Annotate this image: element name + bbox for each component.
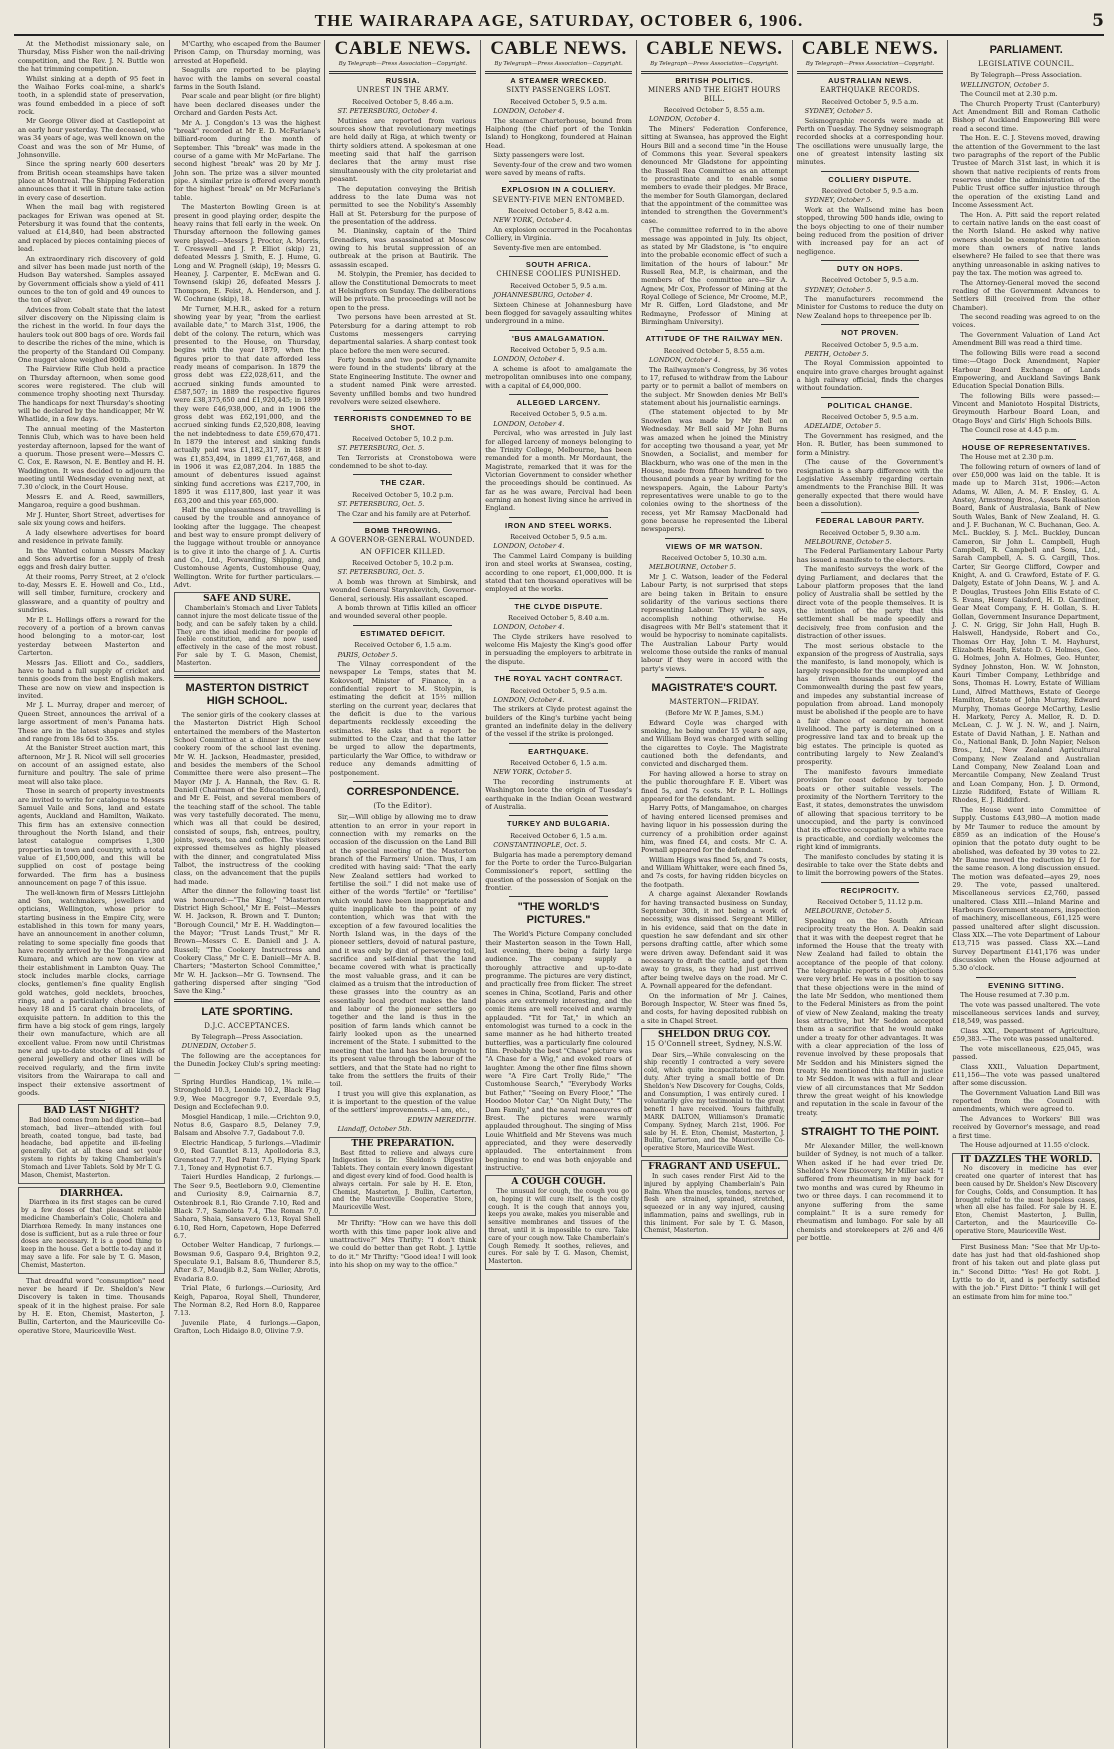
divider (509, 670, 608, 671)
divider (665, 538, 764, 539)
paragraph: Sixty passengers were lost. (493, 151, 585, 160)
section-subheading: D.J.C. ACCEPTANCES. (204, 1021, 290, 1030)
dateline: SYDNEY, October 5. (804, 285, 873, 294)
divider (509, 598, 608, 599)
paragraph: A charge against Alexander Rowlands for having transacted business on Sunday, September 30th, it not being a work of necessity, was dismissed. Sergeant Miller, in his evidence, said that on the date in question he saw defendant and six other persons drafting cattle, after which some were driven away. Defendant said it was necessary to draft the cattle, and get them away to grass, as they had just arrived after being twelve days on the road. Mr C. A. Pownall appeared for the defendant. (640, 890, 788, 991)
court-before: (Before Mr W. P. James, S.M.) (665, 709, 764, 718)
paragraph: I trust you will give this explanation, as it is important to the question of the value of the settlers' improvements.—I am, etc., (329, 1089, 477, 1115)
paragraph: Ten Terrorists at Cronstobowa were condemned to be shot to-day. (329, 453, 477, 471)
divider (509, 896, 608, 897)
paragraph: Messrs E. and A. Reed, sawmillers, Mangaroa, require a good bushman. (18, 492, 165, 510)
section-heading: BOMB THROWING. (364, 526, 441, 535)
dateline: LONDON, October 4. (648, 356, 721, 365)
paragraph: A bomb was thrown at Simbirsk, and wounded General Starynkevitch, Governor-General, seriously. His assailant escaped. (329, 577, 477, 603)
divider (821, 260, 920, 261)
paragraph: Forty bombs and two pods of dynamite were found in the students' library at the State Engineering Institute. The owner and a student named Pink were arrested. Seventy unfilled bombs and two hundred revolvers were seized elsewhere. (329, 356, 477, 406)
paragraph: Work at the Wallsend mine has been stopped, throwing 500 hands idle, owing to the boys objecting to one of their number being reduced from the position of driver with increased pay for an act of negligence. (796, 205, 944, 256)
advertisement (485, 1175, 632, 1270)
ad-heading: A COUGH COUGH. (511, 1177, 606, 1188)
paragraph: The Federal Parliamentary Labour Party has issued a manifesto to the electors. (796, 547, 944, 564)
paragraph: The Hon. E. C. J. Stevens moved, drawing the attention of the Government to the last two paragraphs of the report of the Public Trustee of March 31st last, in which it is shown that native recipients of rents from reserves under the administration of the Public Trust office suffer injustice through the operation of the existing Land and Income Assessment Act. (952, 134, 1100, 210)
paragraph: The following are the acceptances for the Dunedin Jockey Club's spring meeting:— (173, 1051, 321, 1077)
paragraph: The manifesto surveys the work of the dying Parliament, and declares that the Labour platform proposes that the land policy of Australia shall be settled by the direct vote of the people themselves. It is the intention of the party that this settlement shall be made speedily and decisively, free from confusion and the distraction of other issues. (796, 565, 944, 641)
section-subheading: SEVENTY-FIVE MEN ENTOMBED. (492, 195, 625, 204)
divider (821, 512, 920, 513)
paragraph: Percival, who was arrested in July last for alleged larceny of moneys belonging to the Trinity College, Melbourne, has been remanded for a month. Mr Mordaunt, the Magistrate, remarked that it was for the Victorian Government to consider whether the proceedings should be continued. As far as he was aware, Percival had been earning an honest living since he arrived in England. (485, 429, 632, 513)
paragraph: Those in search of property investments are invited to write for catalogue to Messrs Samuel Vaile and Sons, land and estate agents, Auckland and Hamilton, Waikato. This firm has an extensive connection throughout the North Island, and their latest catalogue comprises 1,300 properties in town and country, with a total value of £1,500,000, and this will be supplied on cost of postage being forwarded. The firm has a business announcement on page 7 of this issue. (18, 787, 165, 888)
dateline: LONDON, October 4. (493, 695, 565, 704)
dateline: LONDON, October 4. (493, 542, 565, 551)
paragraph: Juvenile Plate, 4 furlongs.—Gapon, Grafton, Loch Hidaigo 8.0, Olivine 7.9. (173, 1318, 321, 1336)
received-line: Received October 5, 9.5 a.m. (510, 686, 608, 695)
paragraph: Mr Turner, M.H.R., asked for a return showing year by year, "from the earliest available date," to March 31st, 1906, the debt of the colony. The return, which was presented to the House, on Thursday, begins with the year 1879, when the figures prior to that date afforded less ready means of comparison. In 1879 the gross debt was £22,028,611, and the accrued sinking funds amounted to £587,507; in 1889 the respective figures were £38,375,650 and £1,920,445; in 1899 they were £46,938,000, and in 1906 the gross debt was £62,191,000, and the accrued sinking funds £2,520,808, leaving the net indebtedness to date £59,670,471. In 1879 the interest and sinking funds actually paid was £1,182,317, in 1889 it was £1,853,494, in 1899 £1,767,468, and in 1906 it was £2,087,204. In 1885 the amount of debentures issued against sinking fund accretions was £217,700, in 1895 it was £117,800, last year it was £63,200 and this year £65,000. (173, 304, 321, 505)
section-heading: THE CZAR. (380, 478, 426, 488)
ad-heading: IT DAZZLES THE WORLD. (960, 1154, 1093, 1165)
column-5 (637, 40, 793, 1748)
paragraph: Two persons have been arrested at St. Petersburg for a daring attempt to rob Customs messengers carrying departmental salaries. A sharp contest took place before the men were secured. (329, 313, 477, 355)
received-line: Received October 5, 9.5 a.m. (510, 346, 608, 355)
paragraph: The strikers at Clyde protest against the builders of the King's turbine yacht being granted an indefinite delay in the delivery of the vessel if the strike is prolonged. (485, 705, 632, 739)
divider (821, 324, 920, 325)
divider (509, 815, 608, 816)
received-line: Received October 5, 9.30 a.m. (819, 528, 921, 537)
ad-heading: DIARRHŒA. (59, 1188, 123, 1199)
paragraph: The Church Property Trust (Canterbury) Act Amendment Bill and Roman Catholic Bishop of Auckland Empowering Bill were read a second time. (952, 99, 1100, 133)
section-title: LATE SPORTING. (201, 1005, 293, 1018)
paragraph: The Hon. A. Pitt said the report related to certain native lands on the east coast of the North Island. He asked why native owners should be exempted from taxation more than owners of native lands elsewhere? He failed to see that there was anything unreasonable in asking natives to pay the tax. The motion was agreed to. (952, 210, 1100, 277)
paragraph: Since the spring nearly 600 deserters from British ocean steamships have taken place at Montreal. The Shipping Federation announces that it will in future take action in every case of desertion. (18, 160, 165, 202)
section-subheading: (To the Editor). (373, 801, 433, 810)
paragraph: Mr George Oliver died at Castlepoint at an early hour yesterday. The deceased, who was 34 years of age, was well known on the Coast and was the son of Mr Hume, of Johnsonville. (18, 117, 165, 159)
paragraph: The Vilnay correspondent of the newspaper Le Temps, states that M. Kokovsoff, Minister of Finance, in a confidential report to M. Stolypin, is estimating the deficit at 15½ million sterling on the current year, declares that the deficit is due to the various departments recklessly exceeding the estimates. He asks that a report be submitted to the Czar, and that the latter be urged to allow the departments, particularly the War Office, to withdraw or reduce any demands admitting of postponement. (329, 660, 477, 777)
divider (821, 397, 920, 398)
section-heading: AUSTRALIAN NEWS. (828, 76, 912, 85)
paragraph: An explosion occurred in the Pocahontas Colliery, in Virginia. (485, 225, 632, 243)
received-line: Received October 5, 9.5 a.m. (821, 276, 919, 285)
paragraph: M. Stolypin, the Premier, has decided to allow the Constitutional Democrats to meet at Helsingfors on Sunday. The deliberations will be private. The proceedings will not be open to the press. (329, 270, 477, 312)
section-subheading: MASTERTON—FRIDAY. (669, 697, 760, 706)
column-4 (481, 40, 637, 1748)
dateline: CONSTANTINOPLE, Oct. 5. (493, 841, 587, 850)
section-heading: EVENING SITTING. (988, 980, 1065, 990)
paragraph: In the Wanted column Messrs Mackay and Sons advertise for a supply of fresh eggs and fresh dairy butter. (18, 546, 165, 572)
paragraph: Harry Potts, of Mangamahoe, on charges of having entered licensed premises and having liquor in his possession during the currency of a prohibition order against him, was fined £4, and costs. Mr C. A. Pownall appeared for the defendant. (640, 804, 788, 855)
paragraph: The recording instruments at Washington locate the origin of Tuesday's earthquake in the Indian Ocean westward of Australia. (485, 777, 632, 811)
section-heading: RECIPROCITY. (840, 885, 900, 895)
divider (821, 882, 920, 883)
ad-heading: SAFE AND SURE. (203, 594, 292, 605)
paragraph: At the Methodist missionary sale, on Thursday, Miss Fisher won the nail-driving competition, and the Rev. J. N. Buttle won the hat trimming competition. (18, 40, 165, 74)
paragraph: Bulgaria has made a peremptory demand for the Porte to order the Turco-Bulgarian Commissioner's report, settling the question of the possession of Sonjak on the frontier. (485, 850, 632, 892)
section-title: MASTERTON DISTRICT HIGH SCHOOL. (185, 681, 309, 707)
ad-heading: SHELDON DRUG COY. (658, 1029, 771, 1040)
paragraph: The Czar and his family are at Peterhof. (337, 509, 471, 518)
section-heading: NOT PROVEN. (841, 328, 899, 338)
paragraph: (The cause of the Government's resignation is a sharp difference with the Legislative Assembly regarding certain amendments to the Franchise Bill. It was generally expected that there would have been a dissolution). (796, 458, 944, 508)
ad-text: No discovery in medicine has ever created one quarter of interest that has been caused by Dr. Sheldon's New Discovery for Coughs, Colds, and Consumption. It has brought relief to the most hopeless cases, when all else has failed. For sale by H. E. Eton, Chemist Masterton, J. Bullin, Carterton, and the Mauriceville Co-operative Store, Mauriceville West. (955, 1165, 1097, 1235)
paragraph: Mutinies are reported from various sources show that revolutionary meetings are held daily at Riga, at which twenty or thirty soldiers attend. A spokesman at one meeting said that half the garrison declares that the army must rise simultaneously with the city proletariat and peasant. (329, 116, 477, 183)
paragraph: The Cammel Laird Company is building iron and steel works at Swansea, costing, according to one report, £1,000,000. It is stated that ten thousand operatives will be employed at the works. (485, 551, 632, 594)
paragraph: The well-known firm of Messrs Littlejohn and Son, watchmakers, jewellers and opticians, Wellington, whose prior to starting business in the Empire City, were established in this town for many years, have an announcement in another column, relating to some specially fine goods that have recently arrived by the Tongariro and Kumara, and which are now on view at their establishment in Lambton Quay. The stock includes marble clocks, carriage clocks, gentlemen's fine quality English gold watches, gold necklets, brooches, rings, and a particularly choice line of heavy 18 and 15 carat chain bracelets, of exquisite pattern. In addition to this the firm have a big stock of gem rings, largely their own manufacture, which are all excellent value. From now until Christmas new and up-to-date stocks of all kinds of general jewellery and other lines will be received regularly, and the firm invite visitors from the Wairarapa to call and inspect their extensive assortment of goods. (18, 888, 165, 1097)
dateline: WELLINGTON, October 5. (960, 80, 1050, 89)
paragraph: The House resumed at 7.30 p.m. (960, 991, 1070, 1000)
byline: By Telegraph—Press Association—Copyright. (805, 61, 935, 67)
section-subheading: AN OFFICER KILLED. (360, 547, 446, 556)
paragraph: Sixteen Chinese at Johannesburg have been flogged for savagely assaulting whites underground in a mine. (485, 300, 632, 326)
dateline: MELBOURNE, October 5. (648, 563, 736, 572)
paragraph: That dreadful word "consumption" need never be heard if Dr. Sheldon's New Discovery is taken in time. Thousands speak of it in the highest praise. For sale by H. E. Eton, Chemist, Masterton, J. Bullin, Carterton, and the Mauriceville Co-operative Store, Mauriceville West. (18, 1276, 165, 1335)
advertisement (18, 1187, 165, 1274)
paragraph: First Business Man: "See that Mr Up-to-date has just had that old-fashioned shop front of his taken out and plate glass put in." Second Ditto: "Yes! He got Robt. J. Lyttle to do it, and is perfectly satisfied with the job." First Ditto: "I think I will get an estimate from him for mine too." (952, 1242, 1100, 1301)
dateline: MELBOURNE, October 5. (804, 907, 892, 916)
paragraph: (The statement objected to by Mr Snowden was made by Mr Bell on Wednesday. Mr Bell said Mr John Burns was amazed when he joined the Ministry for accepting two thousand a year, yet Mr Snowden, a Socialist, and member for Blackburn, who was one of the men in the House, made from fifteen hundred to two thousand pounds a year by writing for the newspapers. Again, the Labour Party's representatives were unable to go to the colonies owing to the shortness of the recess, yet Mr Ramsay MacDonald had gone because he represented the Liberal newspapers). (640, 408, 788, 534)
dateline: ST. PETERSBURG, Oct. 5. (337, 500, 425, 509)
column-3 (325, 40, 481, 1748)
section-heading: THE ROYAL YACHT CONTRACT. (494, 674, 623, 684)
section-subheading: A GOVERNOR-GENERAL WOUNDED. (330, 536, 475, 545)
section-heading: ATTITUDE OF THE RAILWAY MEN. (645, 334, 783, 344)
paragraph: The Government Valuation of Land Act Amendment Bill was read a third time. (952, 330, 1100, 348)
section-title: STRAIGHT TO THE POINT. (801, 1126, 939, 1139)
paragraph: The annual meeting of the Masterton Tennis Club, which was to have been held yesterday afternoon, lapsed for the want of a quorum. Those present were—Messrs C. C. Cox, E. Rawson, N. E. Bentley and H. H. Waddington. It was decided to adjourn the meeting until Wednesday evening next, at 7.30 o'clock, in the Court House. (18, 424, 165, 492)
paragraph: The House met at 2.30 p.m. (960, 453, 1054, 461)
section-subheading: EARTHQUAKE RECORDS. (820, 86, 921, 95)
received-line: Received October 5, 9.5 a.m. (510, 532, 608, 541)
dateline: MELBOURNE, October 5. (804, 537, 892, 546)
paragraph: The House went into Committee of Supply. Customs £43,980—A motion made by Mr Taumer to reduce the amount by £859 as an indication of the House's opinion that the potato duty ought to be abolished, was defeated by 39 votes to 22. Mr Baume moved the reduction by £1 for the same reason. A long discussion ensued. The motion was defeated—ayes 29, noes 29. The vote, passed unaltered. Miscellaneous services £2,760, passed unaltered. Class XIII.—Inland Marine and Harbours Government steamers, inspection of machinery, miscellaneous, £61,125 were passed unaltered after slight discussion. Class XIX.—The vote Department of Labour £13,715 was passed. Class XX.—Land Survey Department £141,176 was under discussion when the House adjourned at 5.30 o'clock. (952, 805, 1100, 973)
paragraph: The Council met at 2.30 p.m. (960, 90, 1058, 99)
paragraph: On the information of Mr J. Caines, Borough Inspector, W. Steer was fined 5s, and costs, for having deposited rubbish on a site in Chapel Street. (640, 991, 788, 1025)
dateline: ST. PETERSBURG, Oct. 5. (337, 568, 425, 577)
received-line: Received October 5, 9.5 a.m. (510, 97, 608, 106)
paragraph: Edward Coyle was charged with smoking, he being under 15 years of age, and William Boyd was charged with selling the cigarettes to Coyle. The Magistrate cautioned both the defendants, and convicted and discharged them. (640, 718, 788, 769)
paragraph: The Council rose at 4.45 p.m. (960, 426, 1060, 435)
divider (509, 330, 608, 331)
signature: EDWIN MEREDITH. (407, 1115, 477, 1124)
byline: By Telegraph—Press Association—Copyright. (650, 61, 779, 67)
paragraph: The following return of owners of land of over £50,000 was laid on the table. It is made up to March 31st, 1906:—Acton Adams, W. Allen, A. M. F. Ensley, G. A. Anstey, Armstrong Bros., Assets Realisation Board, Bank of Australasia, Bank of New South Wales, Bank of New Zealand, H. G. and J. F. Buchanan, W. C. Buchanan, Geo. A. McL. Buckley, S. J. McL. Buckley, Duncan Cameron, Sir John L. Campbell, Hugh Campbell, R. Campbell and Sons, Ltd., Sarah Campbell, A. S. G. Cargill, Thos. Carter, Sir George Clifford, Cowper and Knight, A. and G. Crawford, Estate of F. G. Dalgety, Estate of John Deans, W. J. and A. P. Douglas, Trustees John Ellis Estate of C. S. Evans, Henry Gaisford, H. D. Gardiner, Gear Meat Company, F. H. Gollan, S. H. Gollan, Government Insurance Department, J. C. N. Grigg, Sir John Hall, Hugh B. Halswell, Handyside, Robert and Co., Thomas Orr Hay, John T. M. Hayhurst, Elizabeth Heath, Estate D. G. Holmes, Geo. G. Holmes, John A. Holmes, Geo. Hunter, Sydney Johnston, Hon. W. W. Johnston, Kauri Timber Company, Lethbridge and Sons, Thomas H. Lowry, Estate of William Lund, Alfred Matthews, Estate of George Hamilton, Estate of John Murray, Edward Murphy, Thomas George McCarthy, Leslie H. Markety, Percy A. Mellor, R. D. D. McLean, C. J. W. J. N. W., and J. Nairn, Estate of David Nathan, J. E. Nathan and Co., National Bank, D. John Napier, Nelson Bros., Ltd., New Zealand Agricultural Company, New Zealand and Australian Land Company, New Zealand Loan and Mercantile Company, New Zealand Trust and Loan Company, Hon. J. D. Ormond, Lizzie Riddiford, Estate of William R. Rhodes, E. J. Riddiford. (952, 462, 1100, 805)
paragraph: Mr Thrifty: "How can we have this doll worth with this time paper look alive and unattractive?" Mrs Thrifty: "I don't think we could do better than get Robt. J. Lyttle to do it." Mr Thrifty: "Good idea! I will look into his shop on my way to the office." (329, 1219, 477, 1269)
dateline: LONDON, October 4. (493, 623, 565, 632)
ad-subheading: 15 O'Connell street, Sydney, N.S.W. (646, 1039, 783, 1048)
divider (353, 474, 452, 475)
section-heading: COLLIERY DISPUTE. (828, 174, 912, 184)
paragraph: The most serious obstacle to the expansion of the progress of Australia, says the manifesto, is land monopoly, which is largely responsible for the unemployed and has driven thousands out of the Commonwealth during the past few years, and impedes any substantial increase of population from abroad. Land monopoly must be abolished if the people are to have a fair chance of earning an honest livelihood. The party is determined on a progressive land tax and to break up the big estates. The principle is quoted as contributing largely to New Zealand's prosperity. (796, 641, 944, 767)
paragraph: The senior girls of the cookery classes at the Masterton District High School entertained the members of the Masterton School Committee at a dinner in the new cookery room of the school last evening. Mr W. H. Jackson, Headmaster, presided, and besides the members of the School Committee there were also present—The Mayor (Mr J. A. Hannah, the Rev. G. R. Daniell (Chairman of the Education Board), and Mr E. Feist, and several members of the teaching staff of the school. The table was very tastefully decorated. The menu, which was all that could be desired, consisted of soups, fish, entrees, poultry, joints, sweets, tea and coffee. The visitors expressed themselves as highly pleased with the dinner, and congratulated Miss Talbot, the instructress of the cooking class, on the advancement that the pupils had made. (173, 710, 321, 886)
cable-news-heading: CABLE NEWS. (646, 40, 783, 59)
section-subheading: LEGISLATIVE COUNCIL. (978, 60, 1075, 68)
paragraph: Mr A. J. Congdon's 13 was the highest "break" recorded at Mr E. D. McFarlane's billiard-room during the month of September. This "break" was made in the course of a game with Mr McFarlane. The second highest "break" was 20 by Mr J. John son. The prize was a silver mounted pipe. A similar prize is offered every month for the highest "break" on Mr McFarlane's table. (173, 118, 321, 202)
ad-text: Dear Sirs,—While convalescing on the ship recently I contracted a very severe cold, which quite incapacitated me from duty. After trying a small bottle of Dr. Sheldon's New Discovery for Coughs, Colds, and Consumption, I was entirely cured. I voluntarily give my testimonial to the great benefit I have received. Yours faithfully, MARK DALTON, Williamson's Dramatic Company. Sydney, March 21st, 1906. For sale by H. E. Eton, Chemist, Masterton, J. Bullin, Carterton, and the Mauriceville Co-operative Store, Mauriceville West. (643, 1051, 785, 1153)
columns (14, 40, 1104, 1748)
dateline: NEW YORK, October 5. (493, 768, 572, 777)
paragraph: Messrs Jas. Elliott and Co., saddlers, have to hand a full supply of cricket and tennis goods from the best English makers. These are now on view and inspection is invited. (18, 658, 165, 700)
byline: By Telegraph—Press Association. (191, 1033, 303, 1042)
ad-text: Diarrhœa in its first stages can be cured by a few doses of that pleasant reliable medicine Chamberlain's Colic, Cholera and Diarrhœa Remedy. In many instances one dose is sufficient, but as a rule three or four doses are necessary. It is a good thing to keep in the house. Get a bottle to-day and it may save a life. For sale by T. G. Mason, Chemist, Masterton. (21, 1199, 162, 1269)
dateline: LONDON, October 4. (493, 355, 565, 364)
paragraph: (The committee referred to in the above message was appointed in July. Its object, as stated by Mr Gladstone, is "to enquire into the probable economic effect of such a limitation of the hours of labour." Mr Russell Rea, M.P., is chairman, and the members of the committee are—Sir A. Agnew, Mr Cox, Professor of Mining at the Royal College of Science, Mr Croome, M.P., Mr R. Giffen, Lord Gladstone, and Mr Redmayne, Professor of Mining at Birmingham University). (640, 226, 788, 326)
cable-news-heading: CABLE NEWS. (334, 40, 472, 59)
section-title: "THE WORLD'S PICTURES." (517, 901, 600, 927)
section-heading: ALLEGED LARCENY. (516, 397, 601, 407)
section-heading: SOUTH AFRICA. (525, 260, 592, 270)
section-heading: A STEAMER WRECKED. (510, 76, 607, 85)
dateline: ST. PETERSBURG, Oct. 5. (337, 444, 425, 453)
paragraph: Advices from Cobalt state that the latest silver discovery on the Nipissing claim is the richest in the world. In four days the haulers took out 800 bags of ore. Words fail to describe the riches of the mine, which is the property of the Standard Oil Company. One nugget alone weighed 800lb. (18, 305, 165, 364)
dateline: PERTH, October 5. (804, 349, 869, 358)
dateline: ADELAIDE, October 5. (804, 422, 881, 431)
ad-text: Best fitted to relieve and always cure Indigestion is Dr. Sheldon's Digestive Tablets. They contain every known digestant and digest every kind of food. Good health is always certain. For sale by H. E. Eton, Chemist, Masterton, J. Bullin, Carterton, and the Mauriceville Cooperative Store, Mauriceville West. (332, 1149, 474, 1212)
paragraph: Class XXII., Valuation Department, £11,156—The vote was passed unaltered after some discussion. (952, 1062, 1100, 1088)
paragraph: Taieri Hurdles Handicap, 2 furlongs.—The Seer 9.5, Beetleborn 9.0, Clementine and Curiosity 8.9, Cairnarnia 8.7, Ostenbroek 8.1, Rio Grande 7.10, Red and Black 7.7, Samoleta 7.4, The Roman 7.0, Sahara, Shaia, Sansavero 6.13, Royal Shell 6.10, Red Horn, Capetown, Hope Deferred 6.7. (173, 1173, 321, 1240)
received-line: Received October 5, 9.5 a.m. (821, 97, 919, 106)
paragraph: The Clyde strikers have resolved to welcome His Majesty the King's good offer in persuading the employers to arbitrate in the dispute. (485, 632, 632, 666)
received-line: Received October 5, 9.5 a.m. (821, 186, 919, 195)
cable-news-heading: CABLE NEWS. (801, 40, 939, 59)
dateline: JOHANNESBURG, October 4. (493, 291, 593, 300)
paragraph: Mr J. Hunter, Short Street, advertises for sale six young cows and heifers. (18, 510, 165, 528)
ad-text: The unusual for cough, the cough you go on, hoping it will cure itself, is the costly cough. It is the cough that annoys you, keeps you awake, makes you miserable and sensitive membranes and tissues of the throat, until it is impossible to cure. Take care of your cough now. Take Chamberlain's Cough Remedy. It soothes, relieves, and cures. For sale by T. G. Mason, Chemist, Masterton. (488, 1188, 629, 1266)
paragraph: The House adjourned at 11.55 o'clock. (960, 1141, 1090, 1150)
section-heading: FEDERAL LABOUR PARTY. (815, 516, 925, 526)
paragraph: The manifesto concludes by stating it is desirable to take over the State debts and to limit the borrowing powers of the States. (796, 852, 944, 878)
received-line: Received October 5, 10.2 p.m. (352, 490, 454, 499)
received-line: Received October 5, 8.46 a.m. (352, 97, 454, 106)
paragraph: Mr P. L. Hollings offers a reward for the recovery of a portion of a brown canvas hood belonging to a motor-car, lost yesterday between Masterton and Carterton. (18, 615, 165, 658)
section-subheading: SIXTY PASSENGERS LOST. (506, 86, 611, 95)
cable-news-heading: CABLE NEWS. (490, 40, 627, 59)
dateline: SYDNEY, October 5. (804, 196, 873, 205)
received-line: Received October 5, 9.5 a.m. (821, 413, 919, 422)
dateline: LONDON, October 4. (493, 419, 565, 428)
paragraph: Sir,—Will oblige by allowing me to draw attention to an error in your report in connection with my remarks on the occasion of the discussion on the Land Bill at the special meeting of the Masterton branch of the Farmers' Union. Thus, I am credited with having said: "That the early New Zealand settlers had worked to fertilise the soil." I did not make use of either of the words "fertile" or "fertilise" which would have been inappropriate and quite inapplicable to the point of my contention, which was that with the exception of a few favoured localities the North Island was, in the days of the pioneer settlers, devoid of natural pasture, and it was only by dint of persevering toil, sacrifice and self-denial that the land became covered with what is practically the most valuable grass, and it can be claimed as a truism that the introduction of these grasses into the country as an essentially local product makes the land and labour of the pioneer settlers go together and the land is thus in the position of farm lands which cannot be fairly looked upon as the unearned increment of the State. I submitted to the meeting that the land has been brought to its present value through the labour of the settlers, and that the State had no right to take from the settlers the fruits of their toil. (329, 813, 477, 1089)
paragraph: At the Banister Street auction mart, this afternoon, Mr J. R. Nicol will sell groceries on account of an assigned estate, also furniture and poultry. The sale of prime meat will also take place. (18, 744, 165, 786)
byline: By Telegraph—Press Association. (970, 71, 1082, 80)
paragraph: Mr J. L. Murray, draper and mercer, of Queen Street, announces the arrival of a large assortment of men's Panama hats. These are in the latest shapes and styles and range from 18s 6d to 35s. (18, 701, 165, 743)
paragraph: The following Bills were read a second time:—Otago Dock Amendment, Napier Harbour Board Exchange of Lands Empowering, and Auckland Savings Bank Education Special Donation Bills. (952, 348, 1100, 391)
paragraph: Class XXI., Department of Agriculture, £59,383.—The vote was passed unaltered. (952, 1026, 1100, 1044)
section-heading: ESTIMATED DEFICIT. (360, 628, 446, 638)
paragraph: A lady elsewhere advertises for board and residence in private family. (18, 528, 165, 545)
divider (174, 675, 321, 678)
dateline: NEW YORK, October 4. (493, 216, 572, 225)
section-heading: BRITISH POLITICS. (675, 76, 754, 85)
divider (509, 517, 608, 518)
section-heading: RUSSIA. (385, 76, 420, 85)
divider (509, 256, 608, 257)
section-heading: EXPLOSION IN A COLLIERY. (501, 185, 616, 195)
section-subheading: MINERS AND THE EIGHT HOURS BILL. (647, 86, 781, 103)
byline: By Telegraph—Press Association—Copyright. (338, 61, 468, 67)
column-7 (948, 40, 1104, 1748)
paragraph: M. Dianinsky, captain of the Third Grenadiers, was assassinated at Moscow owing to his brutal suppression of an outbreak at the prison at Bautirik. The assassin escaped. (329, 227, 477, 269)
section-heading: VIEWS OF MR WATSON. (665, 541, 763, 551)
advertisement (641, 1160, 788, 1239)
divider (353, 522, 452, 523)
byline: By Telegraph—Press Association—Copyright. (494, 61, 623, 67)
received-line: Received October 5, 8.55 a.m. (663, 346, 765, 355)
section-title: MAGISTRATE'S COURT. (651, 681, 778, 694)
section-subheading: UNREST IN THE ARMY. (356, 86, 450, 95)
dateline: PARIS, October 5. (337, 650, 398, 659)
paragraph: October Welter Handicap, 7 furlongs.—Bowsman 9.6, Gasparo 9.4, Brighton 9.2, Speculate 9.1, Balsam 8.6, Thunderer 8.5, After 8.7, Maudjib 8.2, Sam Weller, Abrotis, Evadaria 8.0. (173, 1241, 321, 1283)
received-line: Received October 5, 9.5 a.m. (510, 281, 608, 290)
divider (174, 999, 321, 1002)
column-2 (170, 40, 326, 1748)
divider (821, 1121, 920, 1122)
section-heading: DUTY ON HOPS. (837, 263, 904, 273)
section-heading: POLITICAL CHANGE. (827, 400, 913, 410)
divider (78, 1100, 105, 1101)
divider (509, 394, 608, 395)
newspaper-title: THE WAIRARAPA AGE, SATURDAY, OCTOBER 6, 1906. (314, 11, 804, 30)
paragraph: A scheme is afoot to amalgamate the metropolitan omnibuses into one company, with a capital of £4,000,000. (485, 364, 632, 390)
paragraph: Spring Hurdles Handicap, 1¾ mile.—Stronghold 10.3, Leonide 10.2, Black Flag 9.9, Wee Macgregor 9.7, Everdale 9.5, Design and Ecclefechan 9.0. (173, 1078, 321, 1112)
divider (797, 71, 944, 74)
paragraph: The Miners' Federation Conference, sitting at Swansea, has approved the Eight Hours Bill and a second time "in the House of Commons this year. Several speakers denounced Mr Gladstone for appointing the Russell Rea Committee as an attempt to procrastinate and to enable some members to evade their pledges. Mr Brace, the member for South Glamorgan, declared that the appointment of the committee was intended to strengthen the Government's case. (640, 124, 788, 225)
paragraph: The Attorney-General moved the second reading of the Government Advances to Settlers Bill (received from the other Chamber). (952, 278, 1100, 312)
paragraph: An extraordinary rich discovery of gold and silver has been made just north of the Hudson Bay watershed. Samples assayed by Government officials show a yield of 411 ounces to the ton of gold and 49 ounces to the ton of silver. (18, 254, 165, 305)
section-heading: THE CLYDE DISPUTE. (514, 601, 603, 611)
divider (641, 71, 788, 74)
section-heading: IRON AND STEEL WORKS. (505, 520, 613, 530)
page-number: 5 (1092, 11, 1104, 31)
paragraph: M'Carthy, who escaped from the Baumer Prison Camp, on Thursday morning, was arrested at Hopefield. (173, 40, 321, 65)
divider (976, 439, 1076, 440)
place: Llandaff, October 5th. (337, 1125, 412, 1134)
received-line: Received October 5, 11.12 p.m. (817, 897, 923, 906)
ad-text: Chamberlain's Stomach and Liver Tablets cannot injure the most delicate tissue of the body, and can be safely taken by a child. They are the ideal medicine for people of feeble constitution, and are now used effectively in the case of the most robust. For sale by T. G. Mason, Chemist, Masterton. (176, 605, 318, 667)
masthead (14, 10, 1104, 36)
section-title: CORRESPONDENCE. (346, 785, 460, 798)
divider (353, 625, 452, 626)
received-line: Received October 5, 10.2 p.m. (352, 434, 454, 443)
paragraph: Mr J. C. Watson, leader of the Federal Labour Party, is not surprised that steps are being taken in Britain to ensure solidarity of the various sections there representing Labour. They will, he says, accomplish nothing otherwise. He disagrees with Mr Bell's statement that it would be hypocrisy to nominate capitalists. The Australian Labour Party would welcome those outside the ranks of manual labour if they were in accord with the party's views. (640, 572, 788, 673)
paragraph: Seismographic records were made at Perth on Tuesday. The Sydney seismograph recorded shocks at a corresponding hour. The oscillations were unusually large, the one of greatest intensity lasting six minutes. (796, 116, 944, 167)
divider (509, 181, 608, 182)
paragraph: The second reading was agreed to on the voices. (952, 313, 1100, 330)
divider (821, 171, 920, 172)
received-line: Received October 5, 8.55 a.m. (663, 106, 765, 115)
paragraph: The Royal Commission appointed to enquire into grave charges brought against a high railway official, finds the charges without foundation. (796, 359, 944, 393)
received-line: Received October 6, 1.5 a.m. (510, 831, 608, 840)
paragraph: Mosgiel Handicap, 1 mile.—Crichton 9.0, Notus 8.6, Gasparo 8.5, Delaney 7.9, Balsam and Absolve 7.7, Gadabout 7.0. (173, 1112, 321, 1138)
paragraph: The following Bills were passed:—Vincent and Maniototo Hospital Districts, Greymouth Harbour Board Loan, and Otago Boys' and Girls' High Schools Bills. (952, 391, 1100, 425)
paragraph: The Government has resigned, and the Hon. R. Butler, has been summoned to form a Ministry. (796, 431, 944, 457)
paragraph: After the dinner the following toast list was honoured:—"The King;" "Masterton District High School," Mr E. Feist—Messrs W. H. Jackson, R. Brown and T. Dunton; "Borough Council," Mr E. H. Waddington—the Mayor; "Trust Lands Trust," Mr R. Brown—Messrs C. E. Daniell and J. A. Russell; "The Cookery Instructress and Cookery Class," Mr C. E. Daniell—Mr A. B. Charters; "Masterton School Committee," Mr W. H. Jackson—Mr G. Townsend. The gathering dispersed after singing "God Save the King." (173, 887, 321, 996)
received-line: Received October 5, 8.40 a.m. (507, 613, 610, 622)
paragraph: Whilst sinking at a depth of 95 feet in the Waihao Forks coal-mine, a shark's tooth, in a splendid state of preservation, was found embedded in a piece of soft rock. (18, 74, 165, 116)
ad-heading: THE PREPARATION. (351, 1138, 455, 1149)
advertisement (18, 1104, 165, 1183)
paragraph: Seventy-four of the crew and two women were saved by means of rafts. (485, 160, 632, 177)
dateline: LONDON, October 4. (648, 115, 721, 124)
section-heading: TURKEY AND BULGARIA. (506, 819, 611, 829)
divider (353, 781, 452, 782)
ad-heading: FRAGRANT AND USEFUL. (648, 1162, 781, 1173)
paragraph: For having allowed a horse to stray on the public thoroughfare F. E. Vibert was fined 5s, and 7s costs. Mr P. L. Hollings appeared for the defendant. (640, 769, 788, 803)
paragraph: The World's Picture Company concluded their Masterton season in the Town Hall, last evening, there being a fairly large audience. The company supply a thoroughly attractive and up-to-date programme. The pictures are very distinct, and practically free from flicker. The street scenes in China, Scotland, Paris and other places are extremely interesting, and the comic items are well received and warmly applauded. "Tit for Tat," in which an entomologist was turned to a cock in the same manner as he had hitherto treated butterflies, was a particularly fine coloured film. Probably the best "Chase" picture was "A Chase for a Wig," and evoked roars of laughter. Among the other fine films shown were "A Fire Cart Trolly Ride," "The Customhouse Search," "Everybody Works but Father," "Seeing on Every Floor," "The Hoodoo Motor Car," "On Night Duty," "The Dam Family," and the naval manoeuvres off Brest. The pictures were warmly applauded throughout. The singing of Miss Louie Whitfield and Mr Stevens was much appreciated, and they were deservedly applauded. The entertainment from beginning to end was both enjoyable and instructive. (485, 930, 632, 1172)
paragraph: Seagulls are reported to be playing havoc with the lambs on several coastal farms in the South Island. (173, 66, 321, 91)
divider (665, 677, 764, 678)
column-6 (793, 40, 949, 1748)
received-line: Received October 5, 9.5 a.m. (510, 410, 608, 419)
divider (976, 977, 1076, 978)
section-title: PARLIAMENT. (989, 44, 1063, 56)
advertisement (641, 1028, 788, 1157)
section-heading: HOUSE OF REPRESENTATIVES. (961, 442, 1091, 452)
divider (353, 410, 452, 411)
paragraph: The deputation conveying the British address to the late Duma was not permitted to see the Nobility's Assembly Hall at St. Petersburg for the purpose of the presentation of the address. (329, 184, 477, 226)
received-line: Received October 5, 10.30 a.m. (661, 553, 767, 562)
paragraph: A bomb thrown at Tiflis killed an officer and wounded several other people. (329, 604, 477, 621)
received-line: Received October 6, 1.5 a.m. (510, 759, 608, 768)
received-line: Received October 5, 9.5 a.m. (821, 340, 919, 349)
paragraph: The vote was passed unaltered. The vote miscellaneous services lands and survey, £18,549, was passed. (952, 1000, 1100, 1026)
advertisement (952, 1153, 1100, 1240)
paragraph: The Government Valuation Land Bill was reported from the Council with amendments, which were agreed to. (952, 1088, 1100, 1114)
paragraph: The Advances to Workers' Bill was received by Governor's message, and read a first time. (952, 1114, 1100, 1140)
paragraph: Speaking on the South African reciprocity treaty the Hon. A. Deakin said that it was with the deepest regret that he informed the House that the treaty with New Zealand had failed to obtain the acceptance of the people of that colony. The telegraphic reports of the objections were very brief. He was in a position to say that these objections were in the mind of the late Mr Seddon, who mentioned them to the Federal Ministers as from the point of view of New Zealand, making the treaty less attractive, but Mr Seddon accepted them as a sacrifice that he would make under a treaty for other advantages. It was with a clear appreciation of the loss of revenue involved by these proposals that Mr Seddon and his Ministers signed the treaty. He mentioned this matter in justice to Mr Seddon. It was with a full and clear view of all circumstances that Mr Seddon threw the great weight of his knowledge and reputation in the scale in favour of the treaty. (796, 916, 944, 1117)
divider (329, 71, 476, 74)
dateline: LONDON, October 4. (493, 107, 565, 116)
paragraph: Half the unpleasantness of travelling is caused by the trouble and annoyance of looking after the luggage. The cheapest and best way to ensure prompt delivery of the luggage without trouble or annoyance is to give it into the charge of J. A. Curtis and Co., Ltd., Forwarding, Shipping, and Customhouse Agents, Customhouse Quay, Wellington. Write for further particulars.—Advt. (173, 506, 321, 590)
paragraph: The vote miscellaneous, £25,045, was passed. (952, 1044, 1100, 1061)
paragraph: The manufacturers recommend the Minister for Customs to reduce the duty on New Zealand hops to threepence per lb. (796, 295, 944, 320)
ad-text: In such cases render First Aid to the injured by applying Chamberlain's Pain Balm. When the muscles, tendons, nerves or flesh are strained, sprained, stretched, squeezed or in any way injured, causing inflammation, pains and swellings, rub in this liniment. For sale by T. G. Mason, Chemist, Masterton. (643, 1172, 785, 1235)
section-heading: EARTHQUAKE. (528, 746, 589, 756)
paragraph: The Masterton Bowling Green is at present in good playing order, despite the heavy rains that fell early in the week. On Thursday afternoon the following games were played:—Messrs J. Procter, A. Morris, T. Cresswell and J. P. Elliot (skip) 21, defeated Messrs J. Smith, E. J. Hume, G. Long and W. Pragnell (skip), 19; Messrs G. Heaney, J. Carpenter, E. McEwan and G. Townsend (skip) 26, defeated Messrs J. Thompson, E. Feist, A. Henderson, and J. W. Cochrane (skip), 18. (173, 203, 321, 304)
advertisement (329, 1137, 476, 1216)
paragraph: The manifesto favours immediate provision for coast defence by torpedo boats or other suitable vessels. The proximity of the Northern Territory to the East, it states, demonstrates the unwisdom of allowing that spacious territory to be unoccupied, and the party is convinced that its effective occupation by a white race is practicable, and cordially welcomes the right kind of immigrants. (796, 767, 944, 852)
received-line: Received October 5, 10.2 p.m. (352, 559, 454, 568)
divider (485, 71, 632, 74)
ad-text: Bad blood comes from bad digestion—bad stomach, bad liver—attended with foul breath, coated tongue, bad taste, bad headache, bad appetite and ill-feeling generally. Get at all these and set your system to rights by taking Chamberlain's Stomach and Liver Tablets. Sold by Mr T. G. Mason, Chemist, Masterton. (21, 1116, 162, 1179)
paragraph: Trial Plate, 6 furlongs.—Curiosity, Ard Keigh, Paparoa, Royal Shell, Thunderer, The Norman 8.2, Red Horn 8.0, Rapparee 7.13. (173, 1284, 321, 1318)
paragraph: Seventy-five men are entombed. (493, 243, 602, 252)
column-1 (14, 40, 170, 1748)
paragraph: When the mail bag with registered packages for Eriwan was opened at St. Petersburg it was found that the contents, valued at £14,840, had been abstracted and replaced by pieces containing pieces of lead. (18, 203, 165, 253)
received-line: Received October 6, 1.5 a.m. (354, 641, 452, 650)
section-heading: TERRORISTS CONDEMNED TO BE SHOT. (333, 414, 472, 432)
paragraph: The Railwaymen's Congress, by 36 votes to 17, refused to withdraw from the Labour party or to permit a ballot of members on the subject. Mr Snowden denies Mr Bell's statement about his journalistic earnings. (640, 365, 788, 407)
dateline: ST. PETERSBURG, October 4. (337, 107, 438, 116)
section-heading: 'BUS AMALGAMATION. (512, 333, 606, 343)
paragraph: At their rooms, Perry Street, at 2 o'clock to-day, Messrs E. E. Howell and Co., Ltd., will sell timber, furniture, crockery and glassware, and a quantity of poultry and sundries. (18, 572, 165, 615)
section-subheading: CHINESE COOLIES PUNISHED. (496, 270, 621, 279)
dateline: DUNEDIN, October 5. (181, 1042, 256, 1051)
paragraph: William Higgs was fined 5s, and 7s costs, and William Whittaker, were each fined 5s, and 7s costs, for having ridden bicycles on the footpath. (640, 855, 788, 889)
paragraph: Mr Alexander Miller, the well-known builder of Sydney, is not much of a talker. When asked if he had ever tried Dr. Sheldon's New Discovery, Mr Miller said: "I suffered from rheumatism in my back for two months and was cured by Rheumo in two or three days. I can recommend it to anyone suffering from the same complaint." It is a sure remedy for rheumatism and lumbago. For sale by all chemists and storekeepers at 2/6 and 4/6 per bottle. (796, 1142, 944, 1242)
advertisement (174, 592, 321, 671)
dateline: SYDNEY, October 5. (804, 107, 873, 116)
ad-heading: BAD LAST NIGHT? (43, 1106, 140, 1117)
divider (665, 330, 764, 331)
paragraph: Pear scale and pear blight (or fire blight) have been declared diseases under the Orchard and Garden Pests Act. (173, 92, 321, 118)
paragraph: The Fairview Rifle Club held a practice on Thursday afternoon, when some good scores were registered. The club will commence trophy shooting next Thursday. The handicaps for next Thursday's shooting will be declared by the handicapper, Mr W. Whatlide, in a few days. (18, 365, 165, 424)
divider (509, 743, 608, 744)
paragraph: Electric Handicap, 5 furlongs.—Vladimir 9.0, Red Gauntlet 8.13, Apollodoria 8.3, Grenstead 7.7, Red Paint 7.5, Flying Spark 7.1, Toney and Hypnotist 6.7. (173, 1138, 321, 1172)
received-line: Received October 5, 8.42 a.m. (507, 207, 610, 216)
paragraph: The steamer Charterhouse, bound from Haiphong (the chief port of the Tonkin Island) to Hongkong, foundered at Hainan Head. (485, 116, 632, 150)
